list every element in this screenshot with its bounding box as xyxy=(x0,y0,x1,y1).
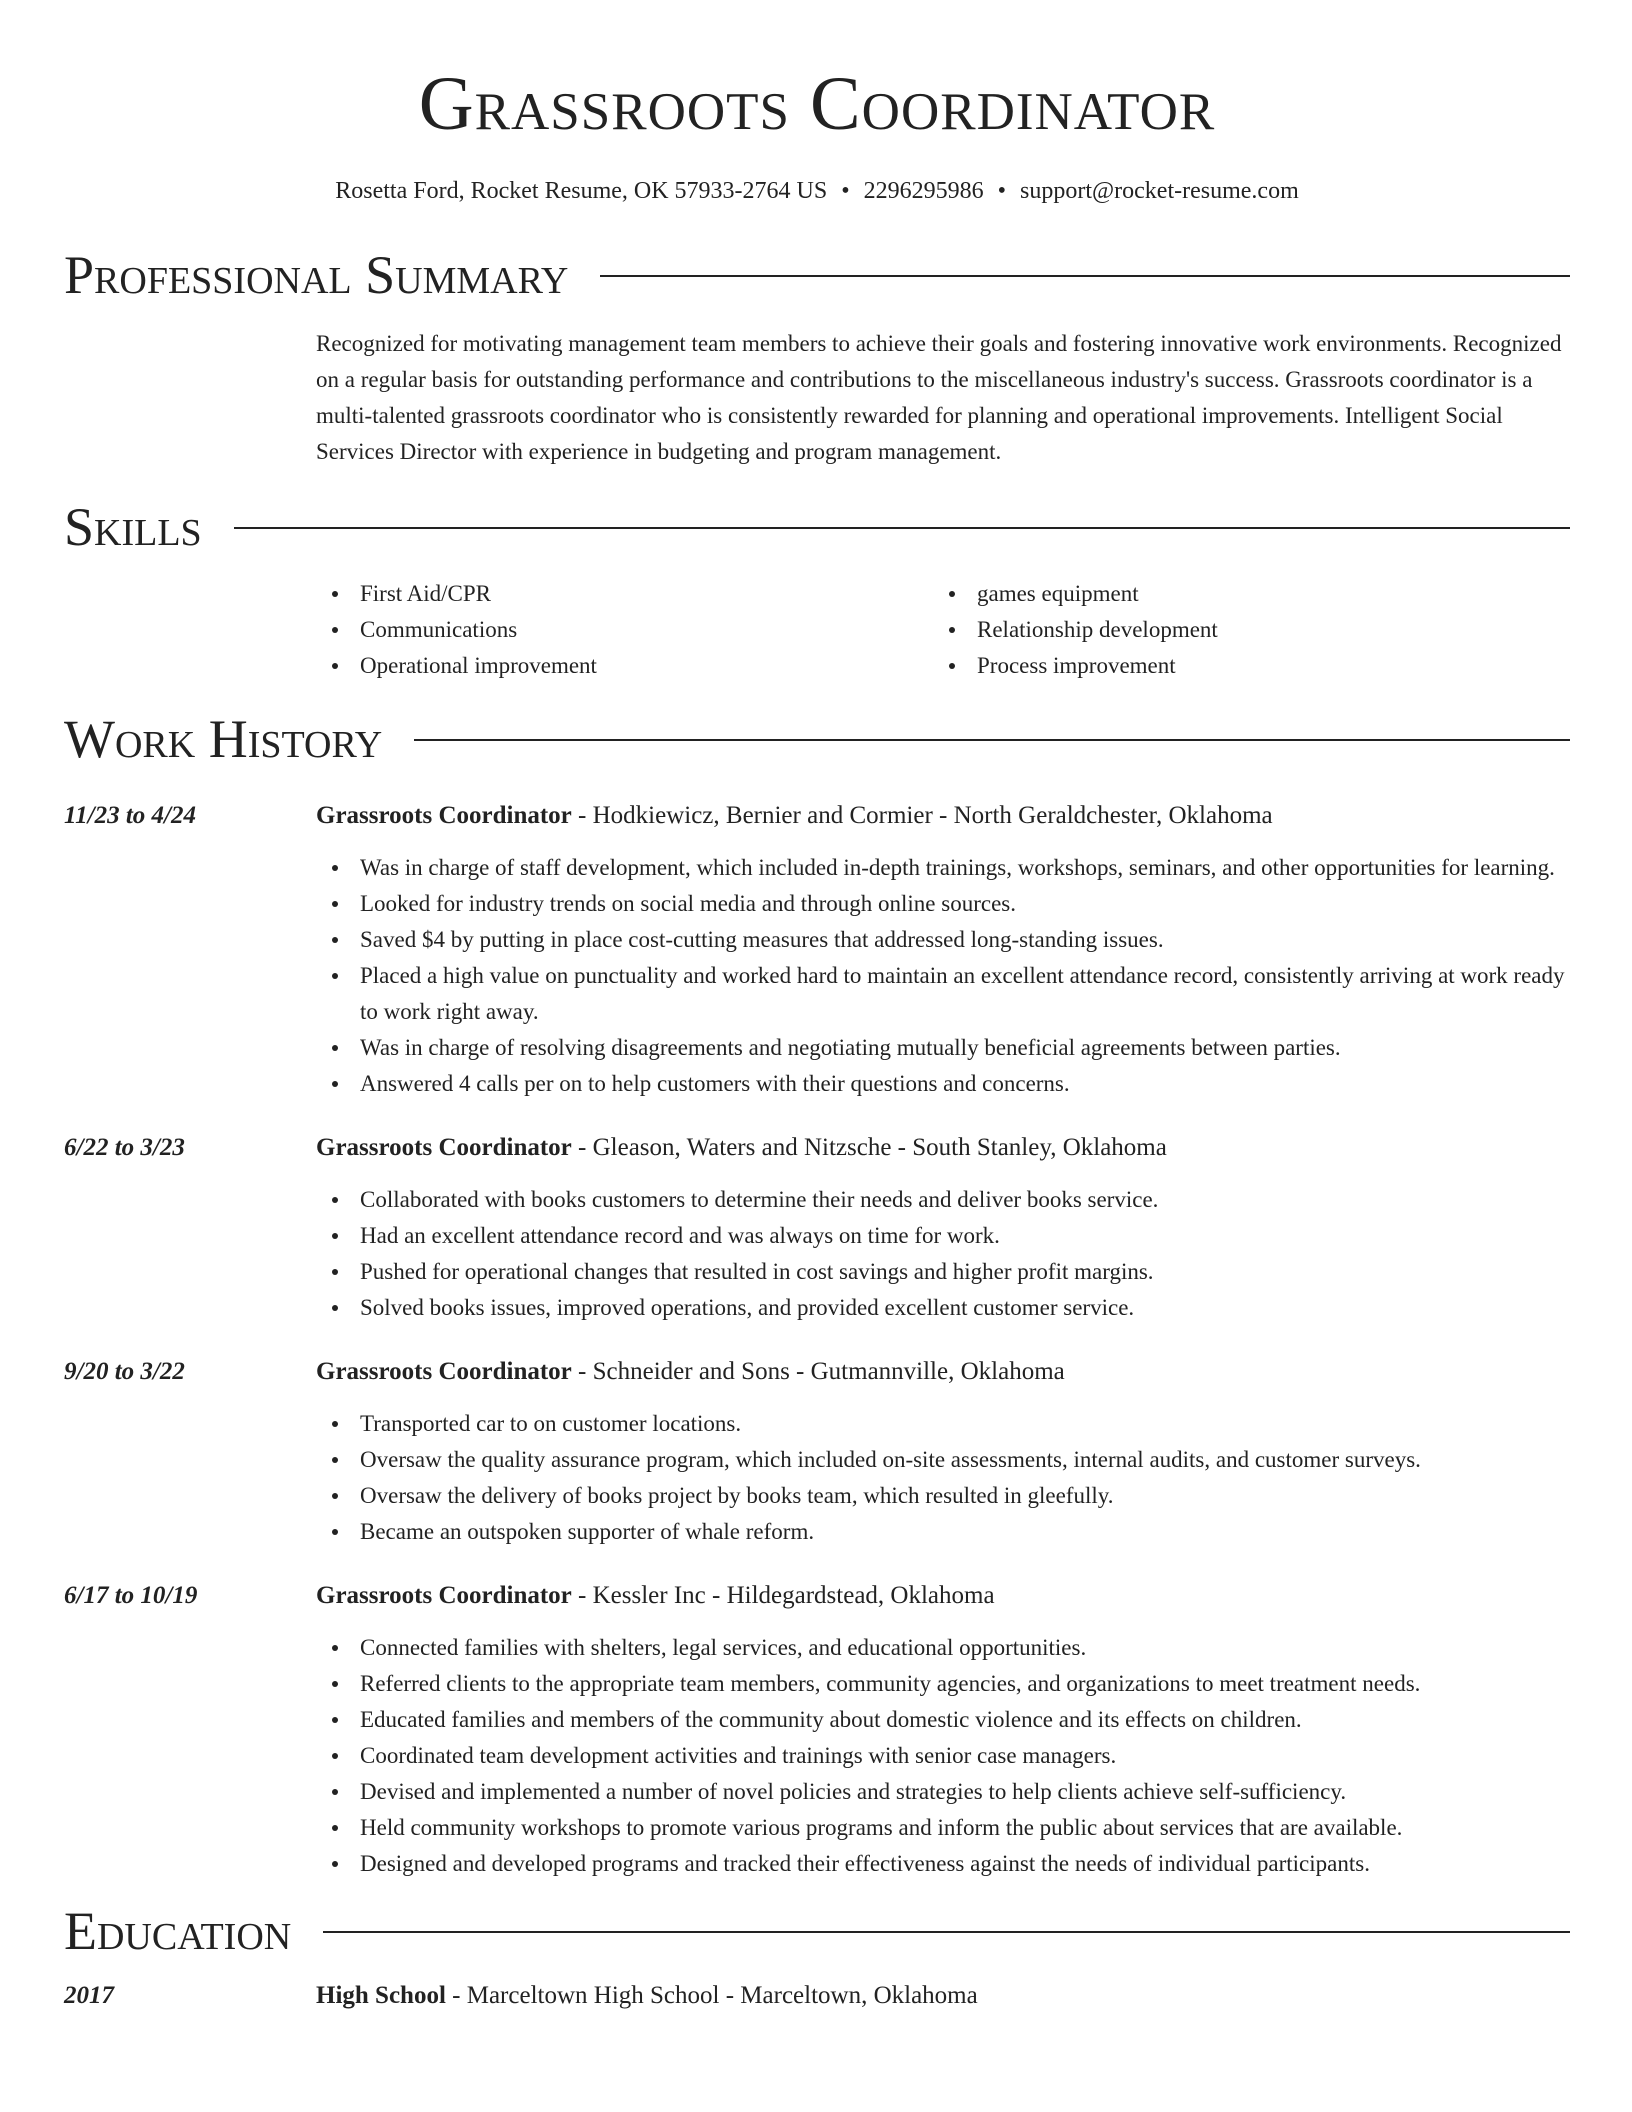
education-section-header xyxy=(64,1902,1570,1960)
job-dates: 9/20 to 3/22 xyxy=(64,1358,185,1385)
contact-line xyxy=(64,176,1570,206)
summary-section-header xyxy=(64,246,1570,304)
skills-column-right xyxy=(933,576,1550,684)
job-bullet: Collaborated with books customers to determine their needs and deliver books service. xyxy=(316,1182,1570,1218)
skills-section-header xyxy=(64,498,1570,556)
contact-separator: • xyxy=(997,178,1007,204)
job-dates: 6/22 to 3/23 xyxy=(64,1134,185,1161)
skill-item: Operational improvement xyxy=(316,648,933,684)
job-bullet: Connected families with shelters, legal services, and educational opportunities. xyxy=(316,1630,1570,1666)
section-divider xyxy=(234,527,1570,529)
section-divider xyxy=(414,739,1570,741)
skill-item: First Aid/CPR xyxy=(316,576,933,612)
section-divider xyxy=(600,275,1570,277)
skill-item: Process improvement xyxy=(933,648,1550,684)
job-header xyxy=(64,1354,1570,1390)
skill-item: games equipment xyxy=(933,576,1550,612)
contact-phone: 2296295986 xyxy=(863,178,984,204)
job-header xyxy=(64,1130,1570,1166)
skills-list xyxy=(316,576,1570,684)
education-year: 2017 xyxy=(64,1982,114,2009)
job-header xyxy=(64,798,1570,834)
job-bullet: Oversaw the quality assurance program, which included on-site assessments, internal audits, and customer surveys. xyxy=(316,1442,1570,1478)
job-bullet: Was in charge of resolving disagreements and negotiating mutually beneficial agreements between parties. xyxy=(316,1030,1570,1066)
job-bullet: Placed a high value on punctuality and worked hard to maintain an excellent attendance record, consistently arriving at work ready to work right away. xyxy=(316,958,1570,1030)
job-bullets xyxy=(316,1182,1570,1326)
skills-heading: Skills xyxy=(64,497,202,557)
job-dates: 6/17 to 10/19 xyxy=(64,1582,198,1609)
job-bullet: Coordinated team development activities and trainings with senior case managers. xyxy=(316,1738,1570,1774)
skill-item: Communications xyxy=(316,612,933,648)
summary-text: Recognized for motivating management team members to achieve their goals and fostering innovative work environments. Recognized on a regular basis for outstanding performance and contributions to the miscellaneous industry's success. Grassroots coordinator is a multi-talented grassroots coordinator who is consistently rewarded for planning and operational improvements. Intelligent Social Services Director with experience in budgeting and program management. xyxy=(316,331,1562,464)
job-bullet: Became an outspoken supporter of whale reform. xyxy=(316,1514,1570,1550)
job-bullet: Educated families and members of the community about domestic violence and its effects on children. xyxy=(316,1702,1570,1738)
education-header xyxy=(64,1978,1570,2014)
education-heading: Education xyxy=(64,1901,292,1961)
job-details: - Kessler Inc - Hildegardstead, Oklahoma xyxy=(571,1582,995,1609)
job-dates: 11/23 to 4/24 xyxy=(64,802,196,829)
job-title: Grassroots Coordinator xyxy=(316,1358,572,1385)
education-details: - Marceltown High School - Marceltown, Oklahoma xyxy=(445,1982,978,2009)
summary-heading: Professional Summary xyxy=(64,245,569,305)
job-bullet: Had an excellent attendance record and was always on time for work. xyxy=(316,1218,1570,1254)
job-header xyxy=(64,1578,1570,1614)
work-history-section-header xyxy=(64,710,1570,768)
job-entry xyxy=(64,798,1570,1102)
skills-column-left xyxy=(316,576,933,684)
job-bullet: Answered 4 calls per on to help customers with their questions and concerns. xyxy=(316,1066,1570,1102)
job-bullet: Oversaw the delivery of books project by books team, which resulted in gleefully. xyxy=(316,1478,1570,1514)
work-history-heading: Work History xyxy=(64,709,383,769)
contact-separator: • xyxy=(841,178,850,204)
job-bullets xyxy=(316,1406,1570,1550)
education-degree: High School xyxy=(316,1982,446,2009)
resume-title: Grassroots Coordinator xyxy=(418,62,1216,146)
job-bullet: Devised and implemented a number of novel policies and strategies to help clients achieve self-sufficiency. xyxy=(316,1774,1570,1810)
contact-email[interactable]: support@rocket-resume.com xyxy=(1020,178,1299,204)
job-bullet: Held community workshops to promote various programs and inform the public about services that are available. xyxy=(316,1810,1570,1846)
job-bullet: Was in charge of staff development, which included in-depth trainings, workshops, seminars, and other opportunities for learning. xyxy=(316,850,1570,886)
job-title: Grassroots Coordinator xyxy=(316,1134,572,1161)
section-divider xyxy=(323,1931,1570,1933)
work-history-list xyxy=(64,798,1570,1882)
job-bullet: Solved books issues, improved operations, and provided excellent customer service. xyxy=(316,1290,1570,1326)
job-bullet: Looked for industry trends on social media and through online sources. xyxy=(316,886,1570,922)
job-bullets xyxy=(316,850,1570,1102)
contact-address: Rosetta Ford, Rocket Resume, OK 57933-2764 US xyxy=(335,178,828,204)
job-entry xyxy=(64,1130,1570,1326)
job-bullet: Pushed for operational changes that resulted in cost savings and higher profit margins. xyxy=(316,1254,1570,1290)
job-bullet: Designed and developed programs and tracked their effectiveness against the needs of individual participants. xyxy=(316,1846,1570,1882)
job-bullets xyxy=(316,1630,1570,1882)
job-title: Grassroots Coordinator xyxy=(316,802,572,829)
job-entry xyxy=(64,1578,1570,1882)
job-details: - Schneider and Sons - Gutmannville, Oklahoma xyxy=(571,1358,1065,1385)
skill-item: Relationship development xyxy=(933,612,1550,648)
job-bullet: Transported car to on customer locations. xyxy=(316,1406,1570,1442)
job-entry xyxy=(64,1354,1570,1550)
education-entry xyxy=(64,1978,1570,2014)
job-bullet: Referred clients to the appropriate team members, community agencies, and organizations to meet treatment needs. xyxy=(316,1666,1570,1702)
job-bullet: Saved $4 by putting in place cost-cutting measures that addressed long-standing issues. xyxy=(316,922,1570,958)
job-title: Grassroots Coordinator xyxy=(316,1582,572,1609)
job-details: - Hodkiewicz, Bernier and Cormier - North Geraldchester, Oklahoma xyxy=(571,802,1273,829)
job-details: - Gleason, Waters and Nitzsche - South Stanley, Oklahoma xyxy=(571,1134,1167,1161)
